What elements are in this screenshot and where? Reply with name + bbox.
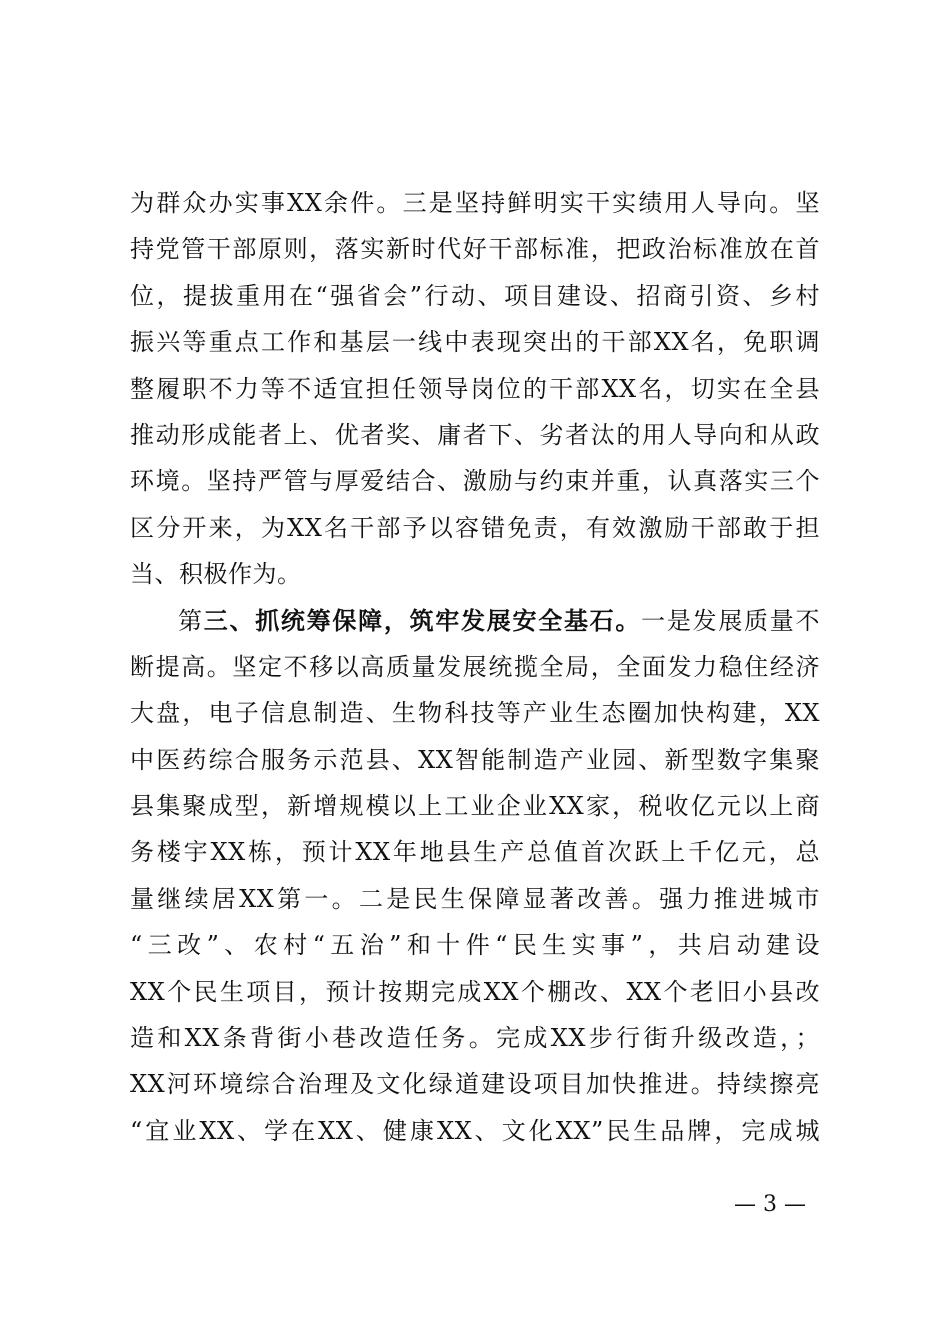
- text-line: 量继续居XX第一。二是民生保障显著改善。强力推进城市: [130, 884, 820, 913]
- page-number: — 3 —: [734, 1192, 806, 1217]
- text-line: 推动形成能者上、优者奖、庸者下、劣者汰的用人导向和从政: [130, 420, 820, 449]
- text-line: 当、积极作为。: [130, 560, 302, 589]
- paragraph-text: 一是发展质量不: [641, 606, 820, 635]
- text-line: 务楼宇XX栋，预计XX年地县生产总值首次跃上千亿元，总: [130, 838, 820, 867]
- text-line: 区分开来，为XX名干部予以容错免责，有效激励干部敢于担: [130, 513, 820, 542]
- paragraph-first-line: [130, 598, 820, 644]
- text-line: “宜业XX、学在XX、健康XX、文化XX”民生品牌，完成城: [130, 1116, 820, 1145]
- text-line: XX河环境综合治理及文化绿道建设项目加快推进。持续擦亮: [130, 1070, 820, 1099]
- text-line: 断提高。坚定不移以高质量发展统揽全局，全面发力稳住经济: [130, 652, 820, 681]
- text-line: “三改”、农村“五治”和十件“民生实事”，共启动建设: [130, 931, 820, 960]
- body-text: [130, 180, 820, 1154]
- text-line: XX个民生项目，预计按期完成XX个棚改、XX个老旧小县改: [130, 977, 820, 1006]
- text-line: 为群众办实事XX余件。三是坚持鲜明实干实绩用人导向。坚: [130, 189, 820, 217]
- text-line: 位，提拔重用在“强省会”行动、项目建设、招商引资、乡村: [130, 281, 820, 310]
- paragraph-prefix: 第: [178, 606, 204, 635]
- text-line: 环境。坚持严管与厚爱结合、激励与约束并重，认真落实三个: [130, 467, 820, 496]
- text-line: 县集聚成型，新增规模以上工业企业XX家，税收亿元以上商: [130, 792, 820, 821]
- text-line: 持党管干部原则，落实新时代好干部标准，把政治标准放在首: [130, 235, 820, 264]
- paragraph-2: [130, 598, 820, 1155]
- section-heading: 三、抓统筹保障，筑牢发展安全基石。: [203, 606, 642, 635]
- text-line: 中医药综合服务示范县、XX智能制造产业园、新型数字集聚: [130, 745, 820, 774]
- text-line: 造和XX条背街小巷改造任务。完成XX步行街升级改造，；: [130, 1024, 820, 1053]
- text-line: 大盘，电子信息制造、生物科技等产业生态圈加快构建，XX: [130, 699, 820, 728]
- paragraph-1: [130, 180, 820, 598]
- text-line: 整履职不力等不适宜担任领导岗位的干部XX名，切实在全县: [130, 374, 820, 403]
- text-line: 振兴等重点工作和基层一线中表现突出的干部XX名，免职调: [130, 328, 820, 357]
